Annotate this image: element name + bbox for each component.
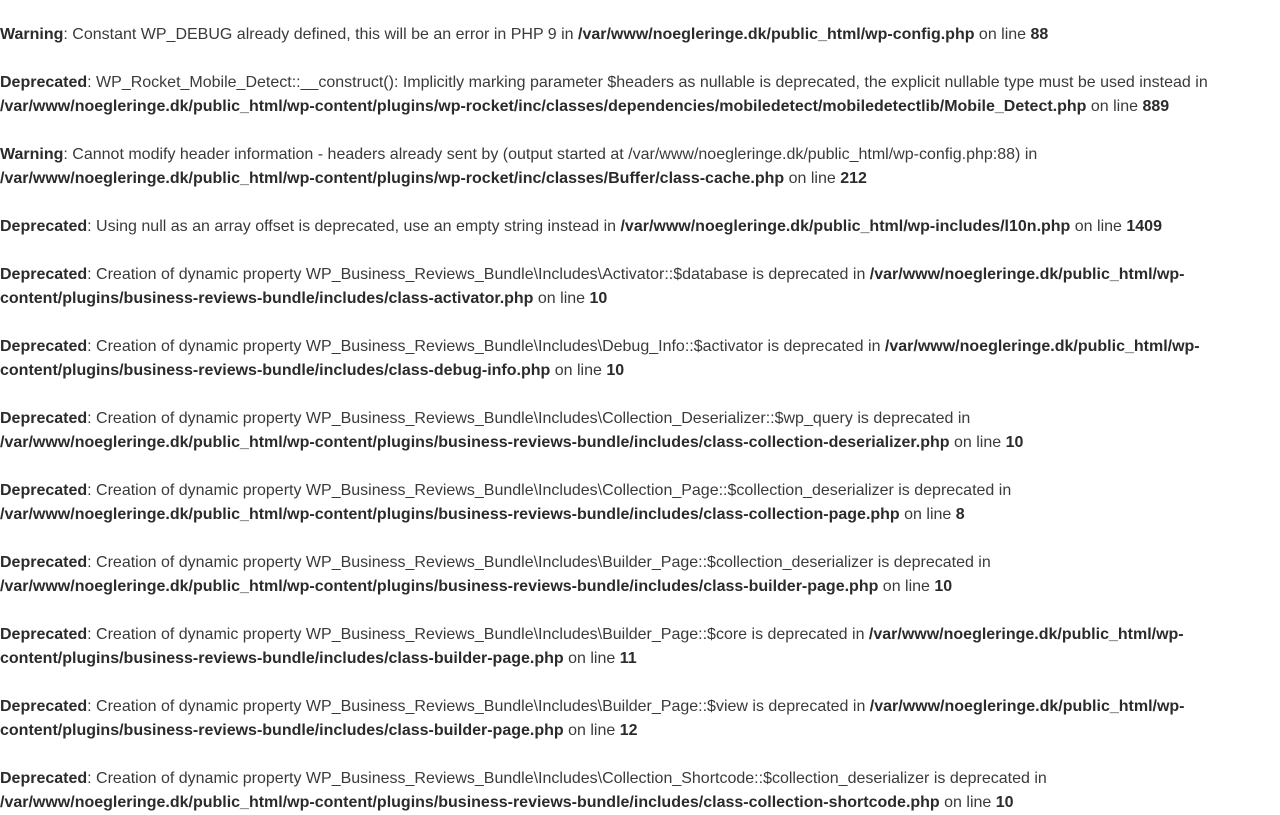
entry-line: 11 <box>619 650 637 667</box>
log-entry <box>0 767 1280 815</box>
entry-message: : Creation of dynamic property WP_Business_Reviews_Bundle\Includes\Collection_Page::$collection_deserializer is deprecated <box>87 482 995 499</box>
entry-line: 1409 <box>1126 218 1162 235</box>
entry-line: 88 <box>1030 26 1049 43</box>
entry-in-label: in <box>994 482 1012 499</box>
entry-message: : Cannot modify header information - headers already sent by (output started at /var/www/noegleringe.dk/public_html/wp-config.php:88) <box>63 146 1021 163</box>
entry-message: : Creation of dynamic property WP_Business_Reviews_Bundle\Includes\Builder_Page::$collection_deserializer is deprecated <box>87 554 974 571</box>
entry-on-line-label: on line <box>550 362 607 379</box>
entry-in-label: in <box>1020 146 1038 163</box>
log-entry <box>0 263 1280 311</box>
entry-line: 10 <box>934 578 953 595</box>
entry-in-label: in <box>1190 74 1208 91</box>
entry-file: /var/www/noegleringe.dk/public_html/wp-content/plugins/wp-rocket/inc/classes/dependencies/mobiledetect/mobiledetectlib/Mobile_Detect.php <box>0 98 1087 115</box>
entry-on-line-label: on line <box>1070 218 1127 235</box>
log-entry <box>0 143 1280 191</box>
entry-level: Deprecated <box>0 482 88 499</box>
entry-line: 10 <box>1005 434 1024 451</box>
entry-level: Deprecated <box>0 266 88 283</box>
entry-message: : Creation of dynamic property WP_Business_Reviews_Bundle\Includes\Collection_Shortcode::$collection_deserializer is deprecated <box>87 770 1030 787</box>
entry-in-label: in <box>1029 770 1047 787</box>
entry-level: Deprecated <box>0 218 88 235</box>
log-entry <box>0 335 1280 383</box>
entry-on-line-label: on line <box>949 434 1006 451</box>
entry-file: /var/www/noegleringe.dk/public_html/wp-content/plugins/wp-rocket/inc/classes/Buffer/class-cache.php <box>0 170 785 187</box>
entry-level: Warning <box>0 26 64 43</box>
entry-line: 212 <box>840 170 867 187</box>
entry-on-line-label: on line <box>563 722 620 739</box>
entry-message: : Creation of dynamic property WP_Business_Reviews_Bundle\Includes\Debug_Info::$activator is deprecated <box>87 338 864 355</box>
entry-message: : Creation of dynamic property WP_Business_Reviews_Bundle\Includes\Builder_Page::$core is deprecated <box>87 626 848 643</box>
entry-file: /var/www/noegleringe.dk/public_html/wp-content/plugins/business-reviews-bundle/includes/class-builder-page.php <box>0 698 1185 739</box>
entry-in-label: in <box>973 554 991 571</box>
entry-in-label: in <box>556 26 579 43</box>
log-entry <box>0 551 1280 599</box>
entry-in-label: in <box>863 338 885 355</box>
entry-on-line-label: on line <box>939 794 996 811</box>
entry-line: 889 <box>1142 98 1170 115</box>
log-entry <box>0 623 1280 671</box>
entry-message: : WP_Rocket_Mobile_Detect::__construct(): Implicitly marking parameter $headers as nullable is deprecated, the explicit nullable type must be used instead <box>87 74 1191 91</box>
entry-on-line-label: on line <box>533 290 590 307</box>
entry-file: /var/www/noegleringe.dk/public_html/wp-content/plugins/business-reviews-bundle/includes/class-builder-page.php <box>0 578 879 595</box>
entry-line: 12 <box>619 722 638 739</box>
entry-file: /var/www/noegleringe.dk/public_html/wp-includes/l10n.php <box>620 218 1071 235</box>
entry-message: : Creation of dynamic property WP_Business_Reviews_Bundle\Includes\Activator::$database is deprecated <box>87 266 849 283</box>
entry-level: Deprecated <box>0 554 88 571</box>
entry-level: Deprecated <box>0 74 88 91</box>
entry-file: /var/www/noegleringe.dk/public_html/wp-content/plugins/business-reviews-bundle/includes/class-builder-page.php <box>0 626 1184 667</box>
entry-message: : Using null as an array offset is deprecated, use an empty string instead <box>87 218 600 235</box>
entry-level: Deprecated <box>0 338 88 355</box>
entry-message: : Constant WP_DEBUG already defined, this will be an error in PHP 9 <box>63 26 557 43</box>
entry-on-line-label: on line <box>784 170 841 187</box>
entry-on-line-label: on line <box>899 506 956 523</box>
entry-file: /var/www/noegleringe.dk/public_html/wp-content/plugins/business-reviews-bundle/includes/class-activator.php <box>0 266 1185 307</box>
log-entry <box>0 23 1280 47</box>
entry-in-label: in <box>848 698 870 715</box>
entry-in-label: in <box>847 626 869 643</box>
entry-line: 10 <box>589 290 608 307</box>
entry-file: /var/www/noegleringe.dk/public_html/wp-content/plugins/business-reviews-bundle/includes/class-collection-deserializer.php <box>0 434 950 451</box>
entry-line: 10 <box>606 362 625 379</box>
entry-level: Deprecated <box>0 410 88 427</box>
entry-message: : Creation of dynamic property WP_Business_Reviews_Bundle\Includes\Collection_Deserializer::$wp_query is deprecated <box>87 410 954 427</box>
entry-on-line-label: on line <box>878 578 935 595</box>
entry-on-line-label: on line <box>1086 98 1143 115</box>
entry-file: /var/www/noegleringe.dk/public_html/wp-content/plugins/business-reviews-bundle/includes/class-collection-page.php <box>0 506 900 523</box>
entry-in-label: in <box>953 410 971 427</box>
entry-file: /var/www/noegleringe.dk/public_html/wp-content/plugins/business-reviews-bundle/includes/class-collection-shortcode.php <box>0 794 940 811</box>
entry-level: Deprecated <box>0 698 88 715</box>
entry-line: 8 <box>955 506 965 523</box>
entry-on-line-label: on line <box>563 650 620 667</box>
entry-level: Deprecated <box>0 770 88 787</box>
entry-level: Warning <box>0 146 64 163</box>
entry-in-label: in <box>599 218 621 235</box>
entry-on-line-label: on line <box>974 26 1031 43</box>
log-entry <box>0 215 1280 239</box>
entry-line: 10 <box>995 794 1014 811</box>
entry-file: /var/www/noegleringe.dk/public_html/wp-content/plugins/business-reviews-bundle/includes/class-debug-info.php <box>0 338 1200 379</box>
entry-file: /var/www/noegleringe.dk/public_html/wp-config.php <box>578 26 975 43</box>
entry-message: : Creation of dynamic property WP_Business_Reviews_Bundle\Includes\Builder_Page::$view is deprecated <box>87 698 849 715</box>
log-entry <box>0 695 1280 743</box>
log-entry <box>0 479 1280 527</box>
entry-in-label: in <box>848 266 870 283</box>
entry-level: Deprecated <box>0 626 88 643</box>
log-entry <box>0 71 1280 119</box>
log-entry <box>0 407 1280 455</box>
